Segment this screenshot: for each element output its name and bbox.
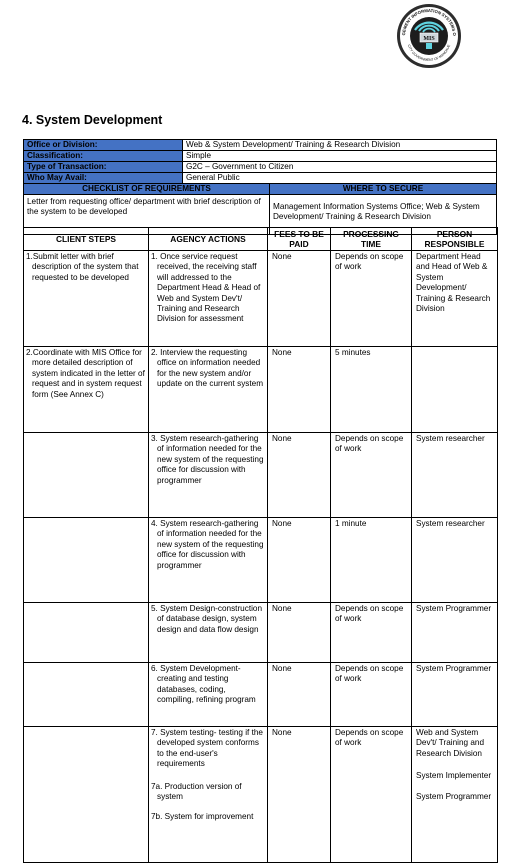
mis-seal-logo <box>396 3 462 69</box>
table-row <box>24 433 498 518</box>
requirement-value: Letter from requesting office/ department with brief description of the system to be developed <box>24 195 270 235</box>
client-step: 2.Coordinate with MIS Office for more detailed description of system indicated in the letter of request and in system request form (See Annex C) <box>24 347 149 433</box>
table-row <box>24 251 498 347</box>
seal-bottom-text: CITY GOVERNMENT OF MANDAUE <box>406 44 452 63</box>
person-responsible-value: System Programmer <box>412 663 498 727</box>
process-steps-table <box>23 227 498 863</box>
fees-value: None <box>268 347 331 433</box>
agency-action: 2. Interview the requesting office on information needed for the new system and/or update on the current system <box>149 347 268 433</box>
agency-action: 4. System research-gathering of information needed for the new system of the requesting office for discussion with programmer <box>149 518 268 603</box>
who-may-avail-label: Who May Avail: <box>24 173 183 184</box>
processing-time-value: Depends on scope of work <box>331 603 412 663</box>
processing-time-value: 5 minutes <box>331 347 412 433</box>
agency-action: 7. System testing- testing if the developed system conforms to the end-user's requirements <box>151 728 263 769</box>
section-title: 4. System Development <box>22 113 163 127</box>
table-row <box>24 347 498 433</box>
client-step <box>24 603 149 663</box>
agency-action-cell <box>149 727 268 863</box>
person-responsible-value: System researcher <box>412 518 498 603</box>
processing-time-value: Depends on scope of work <box>331 433 412 518</box>
column-header-person-responsible: PERSON RESPONSIBLE <box>412 228 498 251</box>
where-to-secure-value: Management Information Systems Office; Web & System Development/ Training & Research Division <box>270 195 497 235</box>
person-responsible-value: Department Head and Head of Web & System Development/ Training & Research Division <box>412 251 498 347</box>
agency-action: 5. System Design-construction of database design, system design and data flow design <box>149 603 268 663</box>
column-header-agency-actions: AGENCY ACTIONS <box>149 228 268 251</box>
person-responsible-7b: System Programmer <box>416 791 492 801</box>
where-to-secure-header: WHERE TO SECURE <box>270 184 497 195</box>
office-value: Web & System Development/ Training & Research Division <box>183 140 497 151</box>
processing-time-value: 1 minute <box>331 518 412 603</box>
person-responsible-value: System researcher <box>412 433 498 518</box>
processing-time-value: Depends on scope of work <box>331 251 412 347</box>
client-step <box>24 663 149 727</box>
table-row <box>24 663 498 727</box>
fees-value: None <box>268 251 331 347</box>
transaction-type-label: Type of Transaction: <box>24 162 183 173</box>
processing-time-value: Depends on scope of work <box>331 663 412 727</box>
table-row <box>24 727 498 863</box>
person-responsible-cell <box>412 727 498 863</box>
client-step <box>24 518 149 603</box>
classification-value: Simple <box>183 151 497 162</box>
classification-label: Classification: <box>24 151 183 162</box>
fees-value: None <box>268 433 331 518</box>
client-step <box>24 433 149 518</box>
seal-ring-text: GEMENT INFORMATION SYSTEMS O <box>400 7 458 36</box>
column-header-processing-time: PROCESSING TIME <box>331 228 412 251</box>
fees-value: None <box>268 663 331 727</box>
service-info-table <box>23 139 497 184</box>
client-step: 1.Submit letter with brief description of the system that requested to be developed <box>24 251 149 347</box>
processing-time-value: Depends on scope of work <box>331 727 412 863</box>
column-header-fees: FEES TO BE PAID <box>268 228 331 251</box>
seal-center-text: MIS <box>423 36 435 42</box>
fees-value: None <box>268 727 331 863</box>
person-responsible-value: System Programmer <box>412 603 498 663</box>
agency-action: 6. System Development-creating and testing databases, coding, compiling, refining program <box>149 663 268 727</box>
person-responsible-value <box>412 347 498 433</box>
agency-action-7a: 7a. Production version of system <box>151 781 242 802</box>
column-header-client-steps: CLIENT STEPS <box>24 228 149 251</box>
transaction-type-value: G2C – Government to Citizen <box>183 162 497 173</box>
fees-value: None <box>268 518 331 603</box>
agency-action-7b: 7b. System for improvement <box>151 812 254 822</box>
person-responsible-7a: System Implementer <box>416 771 492 781</box>
person-responsible-value: Web and System Dev't/ Training and Research Division <box>416 728 485 758</box>
agency-action: 3. System research-gathering of information needed for the new system of the requesting office for discussion with programmer <box>149 433 268 518</box>
table-row <box>24 518 498 603</box>
fees-value: None <box>268 603 331 663</box>
table-row <box>24 603 498 663</box>
office-label: Office or Division: <box>24 140 183 151</box>
who-may-avail-value: General Public <box>183 173 497 184</box>
checklist-header: CHECKLIST OF REQUIREMENTS <box>24 184 270 195</box>
agency-action: 1. Once service request received, the receiving staff will addressed to the Department Head & Head of Web and System Dev't/ Training and Research Division for assessment <box>149 251 268 347</box>
client-step <box>24 727 149 863</box>
